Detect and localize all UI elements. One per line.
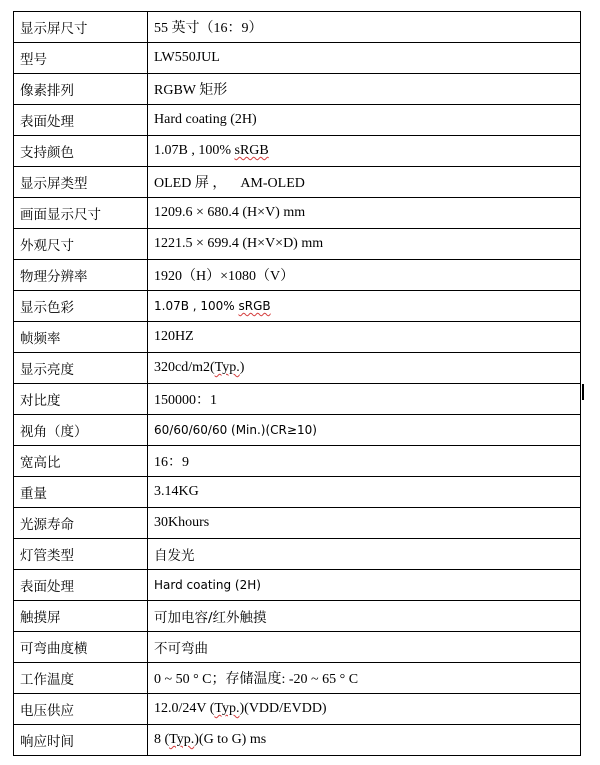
table-row <box>14 415 581 446</box>
row-value <box>148 136 581 167</box>
page-edge-marker <box>582 384 584 400</box>
value-text: ) <box>239 360 245 375</box>
table-row <box>14 694 581 725</box>
row-value: 55 英寸（16：9） <box>148 12 581 43</box>
table-row <box>14 539 581 570</box>
value-text: 12.0/24V ( <box>154 701 215 716</box>
row-label: 显示屏尺寸 <box>14 12 148 43</box>
value-text: )(VDD/EVDD) <box>239 701 327 716</box>
row-value: 1221.5 × 699.4 (H×V×D) mm <box>148 229 581 260</box>
row-label: 表面处理 <box>14 105 148 136</box>
table-row <box>14 353 581 384</box>
table-row <box>14 446 581 477</box>
row-value: 3.14KG <box>148 477 581 508</box>
row-value: OLED 屏 ， AM-OLED <box>148 167 581 198</box>
table-row <box>14 384 581 415</box>
table-row <box>14 322 581 353</box>
row-value: 可加电容/红外触摸 <box>148 601 581 632</box>
table-row <box>14 601 581 632</box>
row-label: 响应时间 <box>14 725 148 756</box>
value-text: )(G to G) ms <box>194 732 267 747</box>
row-label: 像素排列 <box>14 74 148 105</box>
row-label: 显示屏类型 <box>14 167 148 198</box>
row-value <box>148 694 581 725</box>
row-value: Hard coating (2H) <box>148 105 581 136</box>
row-label: 工作温度 <box>14 663 148 694</box>
table-row <box>14 198 581 229</box>
row-value: 60/60/60/60 (Min.)(CR≥10) <box>148 415 581 446</box>
row-label: 电压供应 <box>14 694 148 725</box>
row-value: 150000：1 <box>148 384 581 415</box>
row-label: 物理分辨率 <box>14 260 148 291</box>
row-label: 画面显示尺寸 <box>14 198 148 229</box>
value-text: 320cd/m2( <box>154 360 215 375</box>
row-label: 灯管类型 <box>14 539 148 570</box>
table-row <box>14 43 581 74</box>
table-row <box>14 167 581 198</box>
row-value: RGBW 矩形 <box>148 74 581 105</box>
row-label: 光源寿命 <box>14 508 148 539</box>
row-value: 16：9 <box>148 446 581 477</box>
row-label: 显示色彩 <box>14 291 148 322</box>
table-row <box>14 12 581 43</box>
table-row <box>14 291 581 322</box>
row-label: 触摸屏 <box>14 601 148 632</box>
row-value: Hard coating (2H) <box>148 570 581 601</box>
row-value: 30Khours <box>148 508 581 539</box>
row-value: LW550JUL <box>148 43 581 74</box>
table-row <box>14 725 581 756</box>
spellcheck-marked-text: Typ. <box>214 360 240 375</box>
row-label: 视角（度） <box>14 415 148 446</box>
row-label: 可弯曲度横 <box>14 632 148 663</box>
row-value: 1920（H）×1080（V） <box>148 260 581 291</box>
value-text: 1.07B , 100% <box>154 299 239 313</box>
row-value <box>148 291 581 322</box>
table-row <box>14 508 581 539</box>
row-value: 自发光 <box>148 539 581 570</box>
table-row <box>14 663 581 694</box>
spellcheck-marked-text: Typ. <box>169 732 195 747</box>
table-row <box>14 260 581 291</box>
table-row <box>14 570 581 601</box>
row-value: 120HZ <box>148 322 581 353</box>
row-label: 支持颜色 <box>14 136 148 167</box>
row-label: 重量 <box>14 477 148 508</box>
table-row <box>14 105 581 136</box>
row-label: 帧频率 <box>14 322 148 353</box>
spellcheck-marked-text: sRGB <box>234 143 269 158</box>
spellcheck-marked-text: sRGB <box>238 299 271 313</box>
row-value: 不可弯曲 <box>148 632 581 663</box>
table-row <box>14 74 581 105</box>
table-row <box>14 632 581 663</box>
value-text: 8 ( <box>154 732 170 747</box>
row-value <box>148 353 581 384</box>
row-label: 对比度 <box>14 384 148 415</box>
row-label: 表面处理 <box>14 570 148 601</box>
row-label: 型号 <box>14 43 148 74</box>
row-label: 宽高比 <box>14 446 148 477</box>
value-text: 1.07B , 100% <box>154 143 235 158</box>
row-label: 显示亮度 <box>14 353 148 384</box>
row-label: 外观尺寸 <box>14 229 148 260</box>
row-value: 1209.6 × 680.4 (H×V) mm <box>148 198 581 229</box>
table-row <box>14 229 581 260</box>
spec-table <box>13 11 581 756</box>
table-row <box>14 477 581 508</box>
table-row <box>14 136 581 167</box>
row-value <box>148 725 581 756</box>
spellcheck-marked-text: Typ. <box>214 701 240 716</box>
row-value: 0 ~ 50 ° C；存储温度: -20 ~ 65 ° C <box>148 663 581 694</box>
